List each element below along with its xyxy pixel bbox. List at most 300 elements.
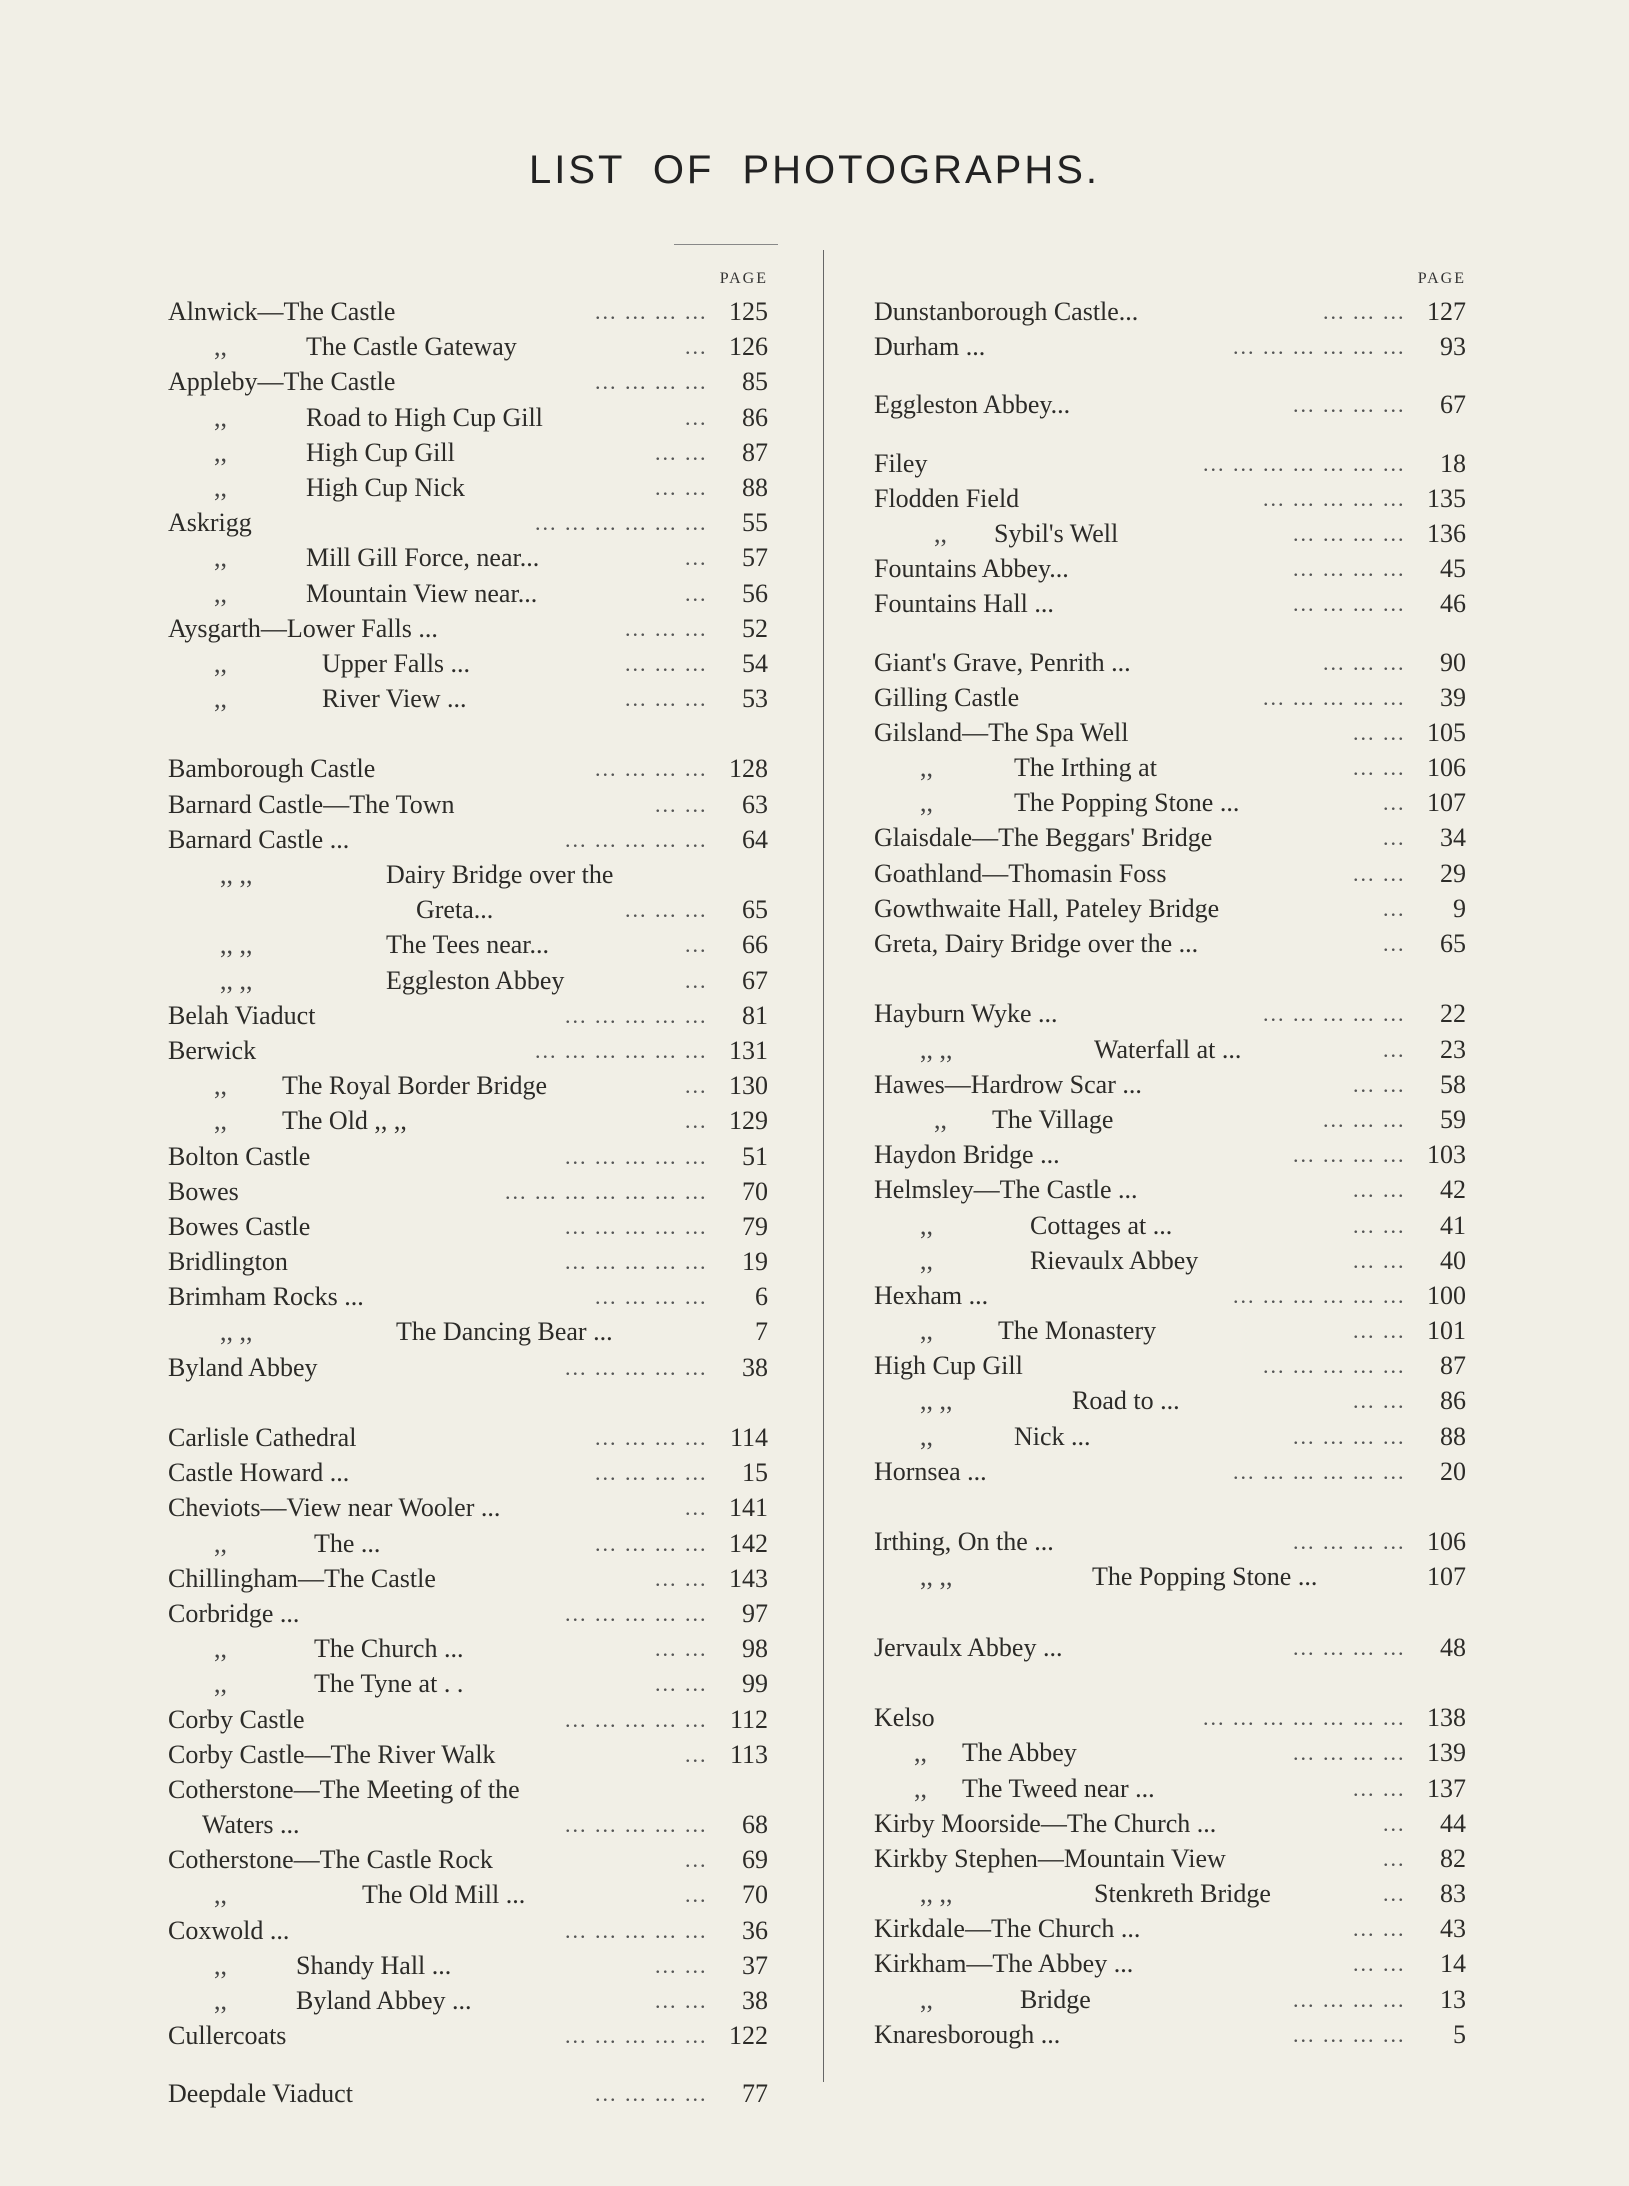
leader-dots: ... ... — [1353, 1916, 1406, 1942]
entry-label: Shandy Hall ... — [296, 1950, 452, 1980]
ditto-mark: ,, ,, — [220, 965, 253, 995]
leader-dots: ... — [1383, 790, 1406, 816]
right-entry-row — [874, 1032, 1466, 1067]
ditto-mark: ,, — [214, 1986, 227, 2015]
leader-dots: ... ... — [655, 1565, 708, 1591]
entry-page-number: 129 — [729, 1106, 768, 1136]
leader-dots: ... ... ... ... ... — [565, 1354, 708, 1380]
entry-page-number: 100 — [1427, 1280, 1466, 1310]
left-entry-row — [168, 540, 768, 575]
entry-page-number: 90 — [1440, 647, 1466, 677]
right-entry-row — [874, 1208, 1466, 1243]
entry-label: Aysgarth—Lower Falls ... — [168, 613, 438, 643]
leader-dots: ... ... ... ... — [595, 2081, 708, 2107]
entry-label: Road to ... — [1072, 1386, 1180, 1416]
left-entry-row — [168, 681, 768, 716]
entry-page-number: 112 — [729, 1704, 768, 1734]
entry-label: Bridlington — [168, 1247, 288, 1277]
left-entry-row — [168, 1244, 768, 1279]
entry-page-number: 53 — [742, 684, 768, 714]
leader-dots: ... ... — [1353, 1951, 1406, 1977]
entry-page-number: 56 — [742, 578, 768, 608]
entry-page-number: 70 — [742, 1880, 768, 1910]
leader-dots: ... ... ... ... ... — [565, 1812, 708, 1838]
entry-page-number: 113 — [729, 1739, 768, 1769]
entry-label: Eggleston Abbey... — [874, 390, 1071, 420]
entry-label: Brimham Rocks ... — [168, 1282, 364, 1312]
entry-label: Hornsea ... — [874, 1456, 987, 1486]
entry-page-number: 85 — [742, 367, 768, 397]
leader-dots: ... ... ... ... ... — [565, 1917, 708, 1943]
entry-label: The ... — [314, 1528, 381, 1558]
entry-page-number: 7 — [755, 1317, 768, 1347]
entry-page-number: 58 — [1440, 1069, 1466, 1099]
entry-label: Kirby Moorside—The Church ... — [874, 1808, 1217, 1838]
right-entry-row — [874, 364, 1466, 387]
entry-page-number: 34 — [1440, 823, 1466, 853]
column-divider — [823, 250, 824, 2082]
right-entry-row — [874, 516, 1466, 551]
entry-page-number: 65 — [1440, 929, 1466, 958]
entry-label: Fountains Abbey... — [874, 554, 1069, 584]
leader-dots: ... ... ... ... — [595, 1425, 708, 1450]
leader-dots: ... ... ... ... — [1293, 1986, 1406, 2012]
right-entry-row — [874, 1524, 1466, 1559]
entry-label: The Monastery — [998, 1316, 1157, 1346]
entry-page-number: 20 — [1440, 1456, 1466, 1486]
entry-page-number: 13 — [1440, 1984, 1466, 2014]
left-entry-row — [168, 1455, 768, 1490]
left-entry-row — [168, 611, 768, 646]
entry-page-number: 55 — [742, 508, 768, 538]
left-entry-row — [168, 294, 768, 329]
leader-dots: ... — [1383, 1845, 1406, 1871]
leader-dots: ... ... — [655, 791, 708, 817]
entry-page-number: 86 — [1440, 1386, 1466, 1416]
right-entry-row — [874, 1419, 1466, 1454]
ditto-mark: ,, — [214, 1634, 227, 1664]
leader-dots: ... ... ... — [1323, 649, 1406, 675]
right-entry-row — [874, 1102, 1466, 1137]
right-entry-row — [874, 750, 1466, 785]
entry-label: Cullercoats — [168, 2021, 287, 2051]
entry-label: Corby Castle—The River Walk — [168, 1739, 496, 1769]
entry-page-number: 138 — [1427, 1703, 1466, 1733]
right-entry-row — [874, 996, 1466, 1031]
ditto-mark: ,, — [214, 1880, 227, 1910]
left-entry-row — [168, 857, 768, 892]
entry-page-number: 81 — [742, 1000, 768, 1030]
right-entry-row — [874, 961, 1466, 996]
ditto-mark: ,, — [934, 1104, 947, 1134]
entry-page-number: 69 — [742, 1845, 768, 1875]
entry-page-number: 106 — [1427, 1527, 1466, 1557]
left-entry-row — [168, 1139, 768, 1174]
left-entry-row — [168, 1385, 768, 1420]
leader-dots: ... ... ... — [1323, 299, 1406, 324]
left-entry-row — [168, 1526, 768, 1561]
leader-dots: ... ... — [1353, 1775, 1406, 1801]
entry-label: Haydon Bridge ... — [874, 1140, 1060, 1170]
entry-page-number: 45 — [1440, 554, 1466, 584]
right-entry-row — [874, 1876, 1466, 1911]
leader-dots: ... ... ... ... ... ... — [1233, 1458, 1406, 1484]
leader-dots: ... ... ... ... ... ... — [535, 510, 708, 536]
page-heading-right: PAGE — [1417, 270, 1466, 287]
leader-dots: ... — [685, 1108, 708, 1134]
right-entry-row — [874, 551, 1466, 586]
entry-label: Knaresborough ... — [874, 2019, 1061, 2049]
entry-page-number: 39 — [1440, 682, 1466, 712]
right-entry-list — [874, 294, 1466, 2052]
leader-dots: ... ... ... ... ... — [565, 1002, 708, 1028]
entry-page-number: 64 — [742, 824, 768, 854]
right-entry-row — [874, 1559, 1466, 1594]
right-entry-row — [874, 1067, 1466, 1102]
leader-dots: ... — [1383, 825, 1406, 851]
ditto-mark: ,, — [920, 753, 933, 783]
left-entry-row — [168, 1561, 768, 1596]
entry-page-number: 57 — [742, 543, 768, 573]
ditto-mark: ,, ,, — [220, 860, 253, 889]
entry-page-number: 41 — [1440, 1210, 1466, 1240]
entry-page-number: 122 — [729, 2021, 768, 2051]
ditto-mark: ,, — [920, 788, 933, 818]
leader-dots: ... ... ... ... — [1293, 2021, 1406, 2047]
entry-page-number: 106 — [1427, 753, 1466, 783]
entry-label: Rievaulx Abbey — [1030, 1245, 1199, 1275]
entry-page-number: 36 — [742, 1915, 768, 1945]
leader-dots: ... ... ... ... ... ... — [1233, 334, 1406, 360]
leader-dots: ... ... — [1353, 755, 1406, 781]
leader-dots: ... — [685, 404, 708, 430]
leader-dots: ... ... ... — [625, 897, 708, 923]
leader-dots: ... ... ... ... ... — [1263, 684, 1406, 710]
entry-label: The Tweed near ... — [962, 1773, 1155, 1803]
entry-page-number: 130 — [729, 1071, 768, 1101]
entry-label: The Old ,, ,, — [282, 1106, 407, 1136]
ditto-mark: ,, — [214, 332, 227, 362]
left-entry-row — [168, 1877, 768, 1912]
left-entry-row — [168, 1490, 768, 1525]
entry-page-number: 135 — [1427, 483, 1466, 513]
title-rule — [674, 244, 778, 245]
leader-dots: ... ... — [1353, 1318, 1406, 1344]
leader-dots: ... ... ... ... — [1293, 1740, 1406, 1766]
leader-dots: ... — [685, 545, 708, 571]
entry-page-number: 67 — [742, 965, 768, 995]
left-entry-row — [168, 470, 768, 505]
ditto-mark: ,, ,, — [920, 1879, 953, 1909]
entry-page-number: 63 — [742, 789, 768, 819]
entry-label: Cotherstone—The Castle Rock — [168, 1845, 493, 1875]
entry-page-number: 48 — [1440, 1632, 1466, 1662]
leader-dots: ... ... — [655, 1671, 708, 1697]
leader-dots: ... ... ... ... ... — [1263, 1001, 1406, 1027]
entry-page-number: 88 — [1440, 1421, 1466, 1451]
leader-dots: ... ... ... ... ... ... — [535, 1037, 708, 1063]
entry-label: Eggleston Abbey — [386, 965, 565, 995]
entry-label: Berwick — [168, 1035, 257, 1065]
leader-dots: ... ... ... ... — [595, 756, 708, 782]
entry-page-number: 42 — [1440, 1175, 1466, 1205]
left-entry-row — [168, 1209, 768, 1244]
entry-page-number: 82 — [1440, 1843, 1466, 1873]
leader-dots: ... — [1383, 1036, 1406, 1062]
entry-page-number: 40 — [1440, 1245, 1466, 1275]
left-entry-row — [168, 1913, 768, 1948]
entry-label: Cottages at ... — [1030, 1210, 1173, 1240]
leader-dots: ... ... ... ... — [595, 1460, 708, 1486]
leader-dots: ... ... ... ... ... — [565, 826, 708, 852]
entry-label: Bowes Castle — [168, 1211, 311, 1241]
right-entry-row — [874, 1630, 1466, 1665]
left-entry-row — [168, 716, 768, 751]
leader-dots: ... ... ... ... ... — [1263, 1353, 1406, 1379]
entry-page-number: 6 — [755, 1282, 768, 1312]
right-entry-row — [874, 2017, 1466, 2052]
left-entry-row — [168, 576, 768, 611]
entry-label: Alnwick—The Castle — [168, 297, 396, 326]
right-entry-row — [874, 1454, 1466, 1489]
ditto-mark: ,, — [214, 578, 227, 608]
entry-page-number: 22 — [1440, 999, 1466, 1029]
leader-dots: ... ... ... ... ... ... ... — [1203, 450, 1406, 476]
left-entry-row — [168, 1983, 768, 2018]
right-entry-row — [874, 1911, 1466, 1946]
entry-label: The Church ... — [314, 1634, 464, 1664]
leader-dots: ... ... — [1353, 1071, 1406, 1097]
entry-page-number: 87 — [742, 437, 768, 467]
leader-dots: ... — [685, 1882, 708, 1908]
entry-label: Greta... — [416, 895, 494, 925]
leader-dots: ... ... ... ... — [1293, 520, 1406, 546]
entry-page-number: 114 — [729, 1423, 768, 1452]
entry-label: Jervaulx Abbey ... — [874, 1632, 1063, 1662]
leader-dots: ... ... — [1353, 860, 1406, 886]
entry-label: Kelso — [874, 1703, 935, 1733]
entry-label: Fountains Hall ... — [874, 589, 1054, 619]
right-entry-row — [874, 856, 1466, 891]
leader-dots: ... ... ... ... ... ... ... — [505, 1178, 708, 1204]
right-entry-row — [874, 423, 1466, 446]
right-entry-row — [874, 1771, 1466, 1806]
entry-page-number: 77 — [742, 2079, 768, 2109]
entry-label: The Royal Border Bridge — [282, 1071, 547, 1101]
leader-dots: ... ... ... ... ... — [565, 1706, 708, 1732]
entry-page-number: 97 — [742, 1598, 768, 1628]
entry-label: The Abbey — [962, 1738, 1077, 1768]
entry-label: The Popping Stone ... — [1014, 788, 1240, 818]
right-entry-row — [874, 329, 1466, 364]
leader-dots: ... ... ... ... — [1293, 1142, 1406, 1168]
leader-dots: ... — [685, 932, 708, 958]
page-title: LIST OF PHOTOGRAPHS. — [528, 148, 1101, 192]
entry-label: Kirkham—The Abbey ... — [874, 1949, 1134, 1979]
right-entry-row — [874, 1806, 1466, 1841]
leader-dots: ... ... ... ... — [1293, 556, 1406, 582]
leader-dots: ... ... ... ... — [1293, 1423, 1406, 1449]
leader-dots: ... ... ... ... — [1293, 1634, 1406, 1660]
entry-page-number: 127 — [1427, 297, 1466, 326]
entry-label: Byland Abbey — [168, 1352, 318, 1382]
entry-label: The Old Mill ... — [362, 1880, 526, 1910]
right-entry-row — [874, 820, 1466, 855]
entry-page-number: 65 — [742, 895, 768, 925]
entry-label: Bridge — [1020, 1984, 1091, 2014]
left-entry-row — [168, 1033, 768, 1068]
entry-page-number: 51 — [742, 1141, 768, 1171]
entry-page-number: 59 — [1440, 1104, 1466, 1134]
entry-label: The Village — [992, 1104, 1114, 1134]
ditto-mark: ,, — [934, 518, 947, 548]
right-entry-row — [874, 586, 1466, 621]
ditto-mark: ,, ,, — [920, 1386, 953, 1416]
left-entry-row — [168, 751, 768, 786]
leader-dots: ... — [685, 1495, 708, 1521]
leader-dots: ... ... ... ... — [595, 299, 708, 324]
entry-label: Durham ... — [874, 332, 986, 362]
right-entry-row — [874, 680, 1466, 715]
ditto-mark: ,, ,, — [920, 1562, 953, 1592]
entry-page-number: 143 — [729, 1563, 768, 1593]
left-entry-row — [168, 1702, 768, 1737]
entry-label: Gilsland—The Spa Well — [874, 717, 1129, 747]
entry-page-number: 128 — [729, 754, 768, 784]
entry-page-number: 68 — [742, 1810, 768, 1840]
ditto-mark: ,, — [214, 402, 227, 432]
leader-dots: ... ... — [1353, 1247, 1406, 1273]
right-entry-row — [874, 387, 1466, 422]
entry-page-number: 98 — [742, 1634, 768, 1664]
entry-page-number: 131 — [729, 1035, 768, 1065]
entry-label: Waters ... — [202, 1810, 300, 1840]
entry-page-number: 137 — [1427, 1773, 1466, 1803]
entry-page-number: 125 — [729, 297, 768, 326]
leader-dots: ... ... ... ... — [1293, 591, 1406, 617]
entry-label: High Cup Nick — [306, 472, 465, 502]
entry-page-number: 54 — [742, 648, 768, 678]
leader-dots: ... ... ... ... ... — [1263, 485, 1406, 511]
leader-dots: ... ... — [655, 1952, 708, 1978]
entry-page-number: 126 — [729, 332, 768, 362]
leader-dots: ... ... ... ... — [595, 369, 708, 395]
entry-label: Cheviots—View near Wooler ... — [168, 1493, 501, 1523]
entry-page-number: 43 — [1440, 1914, 1466, 1944]
entry-page-number: 105 — [1427, 717, 1466, 747]
entry-page-number: 18 — [1440, 448, 1466, 478]
entry-page-number: 29 — [1440, 858, 1466, 888]
left-entry-row — [168, 1174, 768, 1209]
entry-label: River View ... — [322, 684, 467, 714]
page-heading-left: PAGE — [719, 270, 768, 287]
leader-dots: ... ... ... ... ... ... — [1233, 1282, 1406, 1308]
left-entry-row — [168, 1772, 768, 1807]
entry-label: The Dancing Bear ... — [396, 1317, 613, 1347]
entry-label: The Tees near... — [386, 930, 550, 960]
leader-dots: ... — [685, 1847, 708, 1873]
ditto-mark: ,, — [214, 1950, 227, 1980]
ditto-mark: ,, — [214, 437, 227, 467]
leader-dots: ... — [1383, 1881, 1406, 1907]
right-entry-row — [874, 1348, 1466, 1383]
leader-dots: ... — [685, 334, 708, 360]
entry-page-number: 107 — [1427, 788, 1466, 818]
entry-label: Kirkby Stephen—Mountain View — [874, 1843, 1226, 1873]
left-entry-row — [168, 435, 768, 470]
entry-page-number: 9 — [1453, 893, 1466, 923]
leader-dots: ... ... ... — [625, 650, 708, 676]
entry-label: Flodden Field — [874, 483, 1020, 513]
leader-dots: ... ... ... ... ... — [565, 2023, 708, 2049]
entry-page-number: 23 — [1440, 1034, 1466, 1064]
ditto-mark: ,, ,, — [220, 930, 253, 960]
right-entry-row — [874, 1665, 1466, 1700]
right-entry-row — [874, 645, 1466, 680]
entry-label: Goathland—Thomasin Foss — [874, 858, 1167, 888]
entry-page-number: 19 — [742, 1247, 768, 1277]
left-entry-row — [168, 400, 768, 435]
leader-dots: ... ... ... ... — [1293, 1529, 1406, 1555]
ditto-mark: ,, — [214, 1106, 227, 1136]
entry-label: Gilling Castle — [874, 682, 1020, 712]
left-entry-row — [168, 505, 768, 540]
leader-dots: ... — [1383, 1810, 1406, 1836]
left-entry-row — [168, 822, 768, 857]
entry-label: Upper Falls ... — [322, 648, 471, 678]
leader-dots: ... ... ... — [1323, 1106, 1406, 1132]
entry-label: Hexham ... — [874, 1280, 989, 1310]
ditto-mark: ,, — [920, 1421, 933, 1451]
entry-page-number: 99 — [742, 1669, 768, 1699]
entry-page-number: 136 — [1427, 518, 1466, 548]
ditto-mark: ,, — [214, 648, 227, 678]
entry-label: Dunstanborough Castle... — [874, 297, 1139, 326]
left-entry-row — [168, 1948, 768, 1983]
right-entry-row — [874, 1383, 1466, 1418]
entry-page-number: 38 — [742, 1986, 768, 2015]
entry-page-number: 141 — [729, 1493, 768, 1523]
entry-label: Giant's Grave, Penrith ... — [874, 647, 1131, 677]
leader-dots: ... ... — [1353, 719, 1406, 745]
ditto-mark: ,, ,, — [220, 1317, 253, 1347]
leader-dots: ... — [685, 580, 708, 606]
ditto-mark: ,, — [214, 543, 227, 573]
entry-label: Castle Howard ... — [168, 1458, 350, 1488]
ditto-mark: ,, — [920, 1210, 933, 1240]
left-entry-row — [168, 1842, 768, 1877]
entry-page-number: 107 — [1427, 1562, 1466, 1592]
entry-label: Nick ... — [1014, 1421, 1091, 1451]
ditto-mark: ,, — [214, 1071, 227, 1101]
left-entry-row — [168, 1314, 768, 1349]
left-entry-row — [168, 1807, 768, 1842]
left-entry-row — [168, 2053, 768, 2076]
leader-dots: ... ... — [655, 1636, 708, 1662]
entry-page-number: 5 — [1453, 2019, 1466, 2049]
entry-label: Bamborough Castle — [168, 754, 376, 784]
right-entry-row — [874, 1243, 1466, 1278]
entry-label: Belah Viaduct — [168, 1000, 316, 1030]
entry-page-number: 44 — [1440, 1808, 1466, 1838]
leader-dots: ... ... ... ... ... — [565, 1600, 708, 1626]
entry-label: Coxwold ... — [168, 1915, 290, 1945]
entry-label: Hayburn Wyke ... — [874, 999, 1058, 1029]
entry-label: Corby Castle — [168, 1704, 305, 1734]
leader-dots: ... ... ... ... ... ... ... — [1203, 1705, 1406, 1731]
entry-label: Appleby—The Castle — [168, 367, 396, 397]
entry-page-number: 46 — [1440, 589, 1466, 619]
